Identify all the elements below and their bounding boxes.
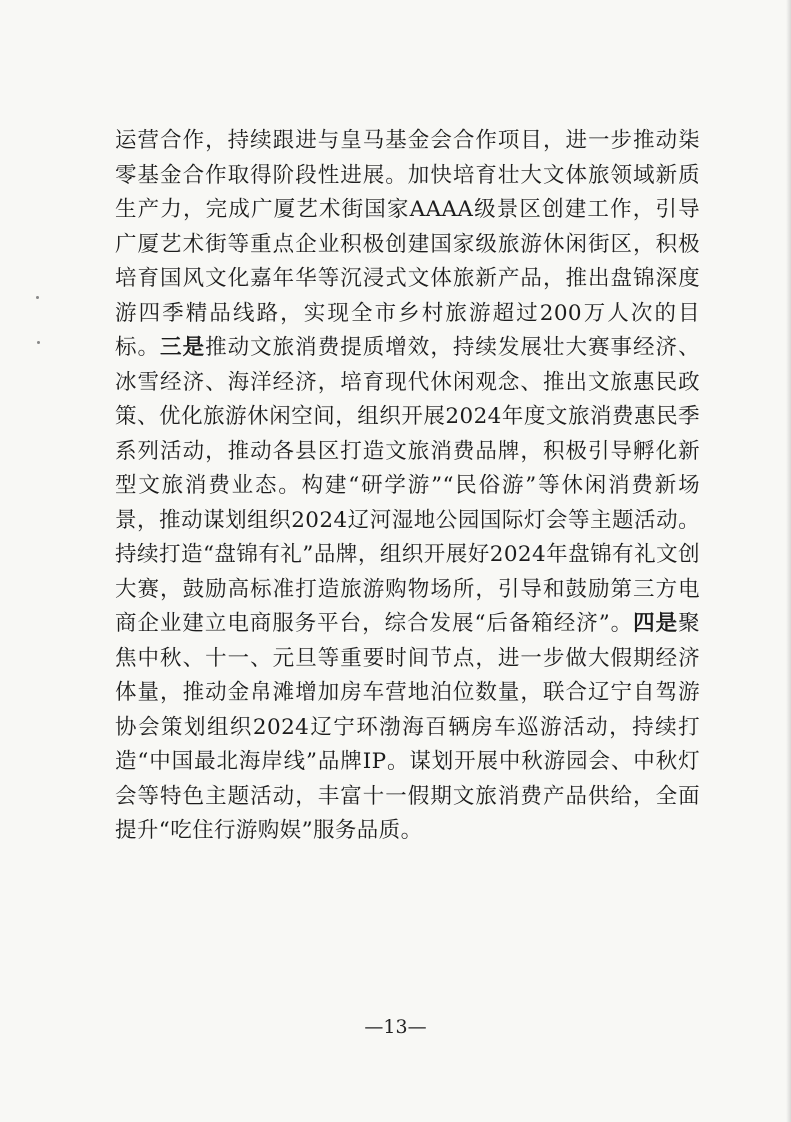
scan-speck [37,341,40,344]
emphasis-segment: 三是 [160,335,206,360]
scan-speck [36,296,39,299]
page-number: —13— [364,1016,427,1038]
body-paragraph [115,124,700,849]
text-segment: 聚焦中秋、十一、元旦等重要时间节点，进一步做大假期经济体量，推动金帛滩增加房车营地泊位数量，联合辽宁自驾游协会策划组织2024辽宁环渤海百辆房车巡游活动，持续打造“中国最北海岸线”品牌IP。谋划开展中秋游园会、中秋灯会等特色主题活动，丰富十一假期文旅消费产品供给，全面提升“吃住行游购娱”服务品质。 [115,611,700,843]
text-segment: 运营合作，持续跟进与皇马基金会合作项目，进一步推动柒零基金合作取得阶段性进展。加快培育壮大文体旅领域新质生产力，完成广厦艺术街国家AAAA级景区创建工作，引导广厦艺术街等重点企业积极创建国家级旅游休闲街区，积极培育国风文化嘉年华等沉浸式文体旅新产品，推出盘锦深度游四季精品线路，实现全市乡村旅游超过200万人次的目标。 [115,128,700,360]
emphasis-segment: 四是 [633,611,679,636]
text-segment: 推动文旅消费提质增效，持续发展壮大赛事经济、冰雪经济、海洋经济，培育现代休闲观念、推出文旅惠民政策、优化旅游休闲空间，组织开展2024年度文旅消费惠民季系列活动，推动各县区打造文旅消费品牌，积极引导孵化新型文旅消费业态。构建“研学游”“民俗游”等休闲消费新场景，推动谋划组织2024辽河湿地公园国际灯会等主题活动。持续打造“盘锦有礼”品牌，组织开展好2024年盘锦有礼文创大赛，鼓励高标准打造旅游购物场所，引导和鼓励第三方电商企业建立电商服务平台，综合发展“后备箱经济”。 [115,335,700,636]
page-edge-shadow [786,0,791,1122]
